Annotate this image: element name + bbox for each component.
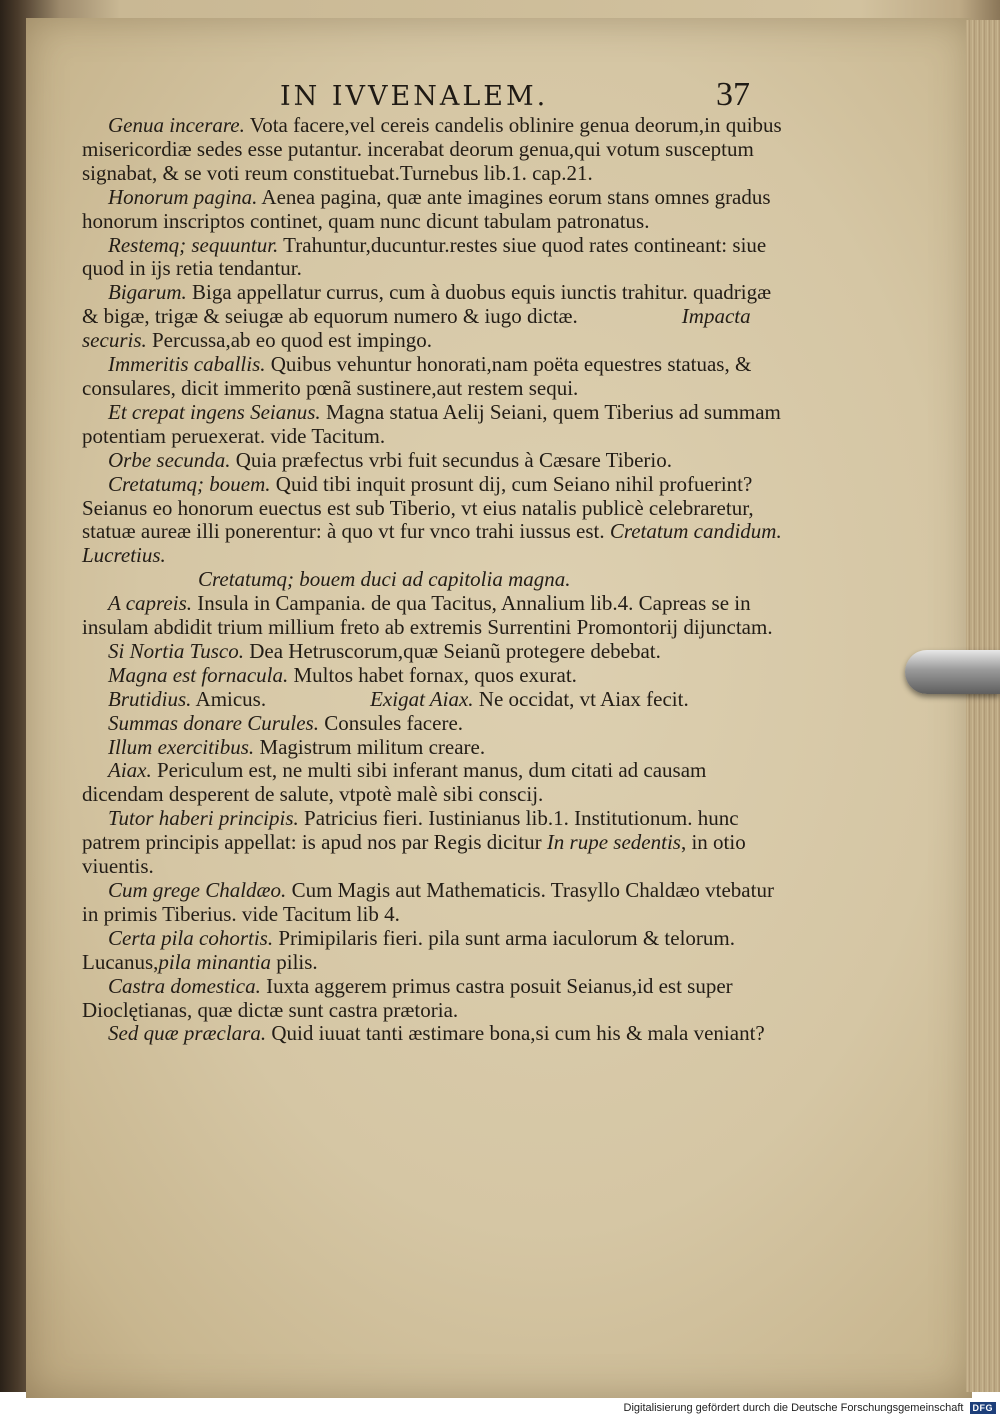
gloss: Magna statua Aelij Seiani, quem Tiberius ad summam potentiam peruexerat. vide Tacitum. — [82, 399, 781, 448]
gloss: Iuxta aggerem primus castra posuit Seianus,id est super Dioclętianas, quæ dictæ sunt castra prætoria. — [82, 973, 733, 1022]
page-edges — [966, 20, 1000, 1392]
gloss: Quid iuuat tanti æstimare bona,si cum his & mala veniant? — [266, 1021, 765, 1046]
gloss: pilis. — [271, 949, 318, 974]
commentary-entry — [82, 186, 782, 234]
lemma: Aiax. — [108, 758, 152, 783]
commentary-entry — [82, 281, 782, 353]
commentary-entry — [82, 927, 782, 975]
lemma: Genua incerare. — [108, 113, 245, 137]
commentary-entry — [82, 879, 782, 927]
lemma: Immeritis caballis. — [108, 352, 266, 377]
gloss: Primipilaris fieri. pila sunt arma iaculorum & telorum. Lucanus, — [82, 925, 735, 974]
gloss: Multos habet fornax, quos exurat. — [288, 662, 577, 687]
lemma: Exigat Aiax. — [370, 686, 474, 711]
commentary-entry — [82, 736, 782, 760]
citation: pila minantia — [158, 949, 271, 974]
lemma: Cretatumq; bouem. — [108, 471, 271, 496]
gloss: Vota facere,vel cereis candelis oblinire genua deorum,in quibus misericordiæ sedes esse putantur. incerabat deorum genua,qui votum susceptum signabat, & se voti reum constituebat.Turnebus lib.1. cap.21. — [82, 113, 782, 185]
commentary-entry — [82, 975, 782, 1023]
credit-text: Digitalisierung gefördert durch die Deutsche Forschungsgemeinschaft — [623, 1402, 964, 1414]
gloss: Percussa,ab eo quod est impingo. — [146, 328, 432, 353]
lemma: Certa pila cohortis. — [108, 925, 274, 950]
lemma: Restemq; sequuntur. — [108, 232, 279, 257]
commentary-entry — [82, 401, 782, 449]
lemma: Et crepat ingens Seianus. — [108, 399, 321, 424]
lemma: Honorum pagina. — [108, 184, 258, 209]
commentary-entry — [82, 1022, 782, 1046]
commentary-entry — [82, 640, 782, 664]
gloss: Ne occidat, vt Aiax fecit. — [473, 686, 689, 711]
gloss: , in otio viuentis. — [82, 830, 746, 879]
lemma: Orbe secunda. — [108, 447, 231, 472]
lemma: Bigarum. — [108, 280, 187, 305]
gloss: Quibus vehuntur honorati,nam poëta equestres statuas, & consulares, dicit immerito pœnã sustinere,aut restem sequi. — [82, 352, 752, 400]
lemma: Castra domestica. — [108, 973, 261, 998]
lemma: Sed quæ præclara. — [108, 1021, 267, 1046]
commentary-entry — [82, 114, 782, 186]
lemma: Si Nortia Tusco. — [108, 638, 244, 663]
commentary-entry — [82, 234, 782, 282]
lemma: Cum grege Chaldæo. — [108, 878, 287, 902]
quoted-verse: Cretatumq; bouem duci ad capitolia magna. — [198, 567, 571, 592]
gloss: Consules facere. — [318, 710, 464, 735]
lemma: Illum exercitibus. — [108, 734, 255, 759]
commentary-entry — [82, 759, 782, 807]
dfg-logo: DFG — [970, 1402, 997, 1414]
commentary-entry — [82, 592, 782, 640]
commentary-entry — [82, 473, 782, 569]
page-number: 37 — [716, 76, 750, 113]
commentary-entry — [82, 664, 782, 688]
commentary-entry — [82, 712, 782, 736]
digitization-credit — [596, 1400, 996, 1416]
gloss: Aenea pagina, quæ ante imagines eorum stans omnes gradus honorum inscriptos continet, quam nunc dicunt tabulam patronatus. — [82, 184, 771, 233]
gloss: Patricius fieri. Iustinianus lib.1. Institutionum. hunc patrem principis appellat: is apud nos par Regis dicitur — [82, 806, 739, 855]
gloss: Dea Hetruscorum,quæ Seianũ protegere debebat. — [243, 638, 661, 663]
lemma-cut-off: Cretatum candidum. Lucretius. — [82, 519, 782, 568]
lemma: Magna est fornacula. — [108, 662, 289, 687]
commentary-entry — [82, 807, 782, 879]
lemma: In rupe sedentis — [546, 830, 681, 855]
gloss: Quid tibi inquit prosunt dij, cum Seiano nihil profuerint? Seianus eo honorum euectus est sub Tiberio, vt eius natalis publicè celebraretur, statuæ aureæ illi ponerentur: à quo vt fur vnco trahi iussus est. — [82, 471, 754, 544]
lemma: Tutor haberi principis. — [108, 806, 299, 831]
lemma: Summas donare Curules. — [108, 710, 319, 735]
gloss: Magistrum militum creare. — [254, 734, 486, 759]
commentary-entry — [82, 449, 782, 473]
metal-page-clip — [905, 650, 1000, 694]
gloss: Periculum est, ne multi sibi inferant manus, dum citati ad causam dicendam desperent de salute, vtpotè malè sibi conscij. — [82, 758, 707, 807]
gloss: Insula in Campania. de qua Tacitus, Annalium lib.4. Capreas se in insulam abdidit trium millium freto ab extremis Surrentini Promontorij dijunctam. — [82, 591, 773, 640]
commentary-entry — [82, 688, 782, 712]
running-head: IN IVVENALEM. — [280, 81, 549, 112]
lemma: Impacta securis. — [82, 304, 751, 353]
gloss: Cum Magis aut Mathematicis. Trasyllo Chaldæo vtebatur in primis Tiberius. vide Tacitum lib 4. — [82, 878, 774, 926]
gloss: Amicus. — [191, 686, 267, 711]
lemma: Brutidius. — [108, 686, 192, 711]
gloss: Biga appellatur currus, cum à duobus equis iunctis trahitur. quadrigæ & bigæ, trigæ & seiugæ ab equorum numero & iugo dictæ. — [82, 280, 772, 329]
lemma: A capreis. — [108, 591, 192, 616]
commentary-text — [82, 114, 782, 1046]
gloss: Trahuntur,ducuntur.restes siue quod rates contineant: siue quod in ijs retia tendantur. — [82, 232, 767, 281]
page-header — [280, 76, 750, 116]
gloss: Quia præfectus vrbi fuit secundus à Cæsare Tiberio. — [230, 447, 673, 472]
commentary-entry — [82, 353, 782, 401]
